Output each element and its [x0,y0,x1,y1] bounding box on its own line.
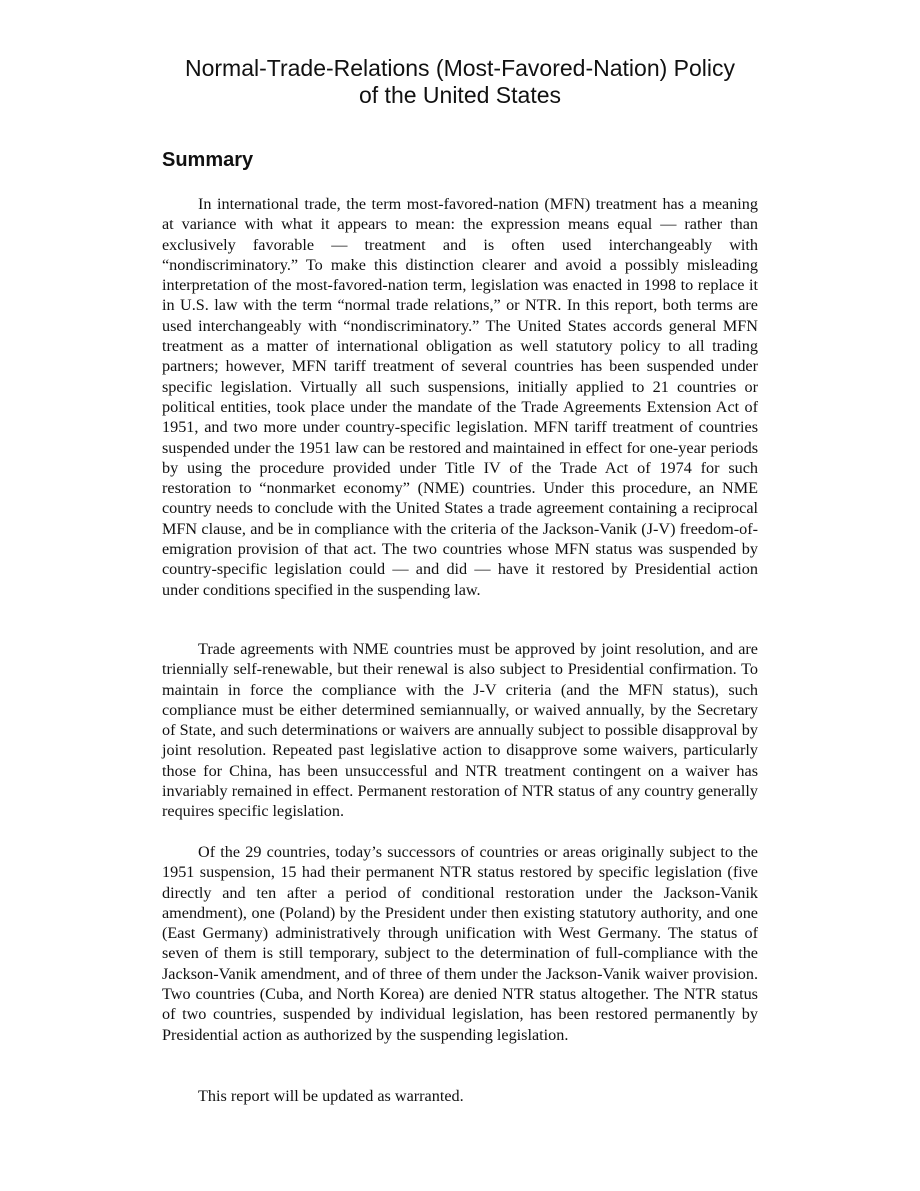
section-heading-summary: Summary [162,149,254,171]
summary-paragraph-2: Trade agreements with NME countries must be approved by joint resolution, and are triennially self-renewable, but their renewal is also subject to Presidential confirmation. To maintain in force the compliance with the J-V criteria (and the MFN status), such compliance must be either determined semiannually, or waived annually, by the Secretary of State, and such determinations or waivers are annually subject to possible disapproval by joint resolution. Repeated past legislative action to disapprove some waivers, particularly those for China, has been unsuccessful and NTR treatment contingent on a waiver has invariably remained in effect. Permanent restoration of NTR status of any country generally requires specific legislation. [162,640,758,821]
title-line-1: Normal-Trade-Relations (Most-Favored-Nation) Policy [184,55,736,81]
summary-paragraph-1: In international trade, the term most-favored-nation (MFN) treatment has a meaning at variance with what it appears to mean: the expression means equal — rather than exclusively favorable — treatment and is often used interchangeably with “nondiscriminatory.” To make this distinction clearer and avoid a possibly misleading interpretation of the most-favored-nation term, legislation was enacted in 1998 to replace it in U.S. law with the term “normal trade relations,” or NTR. In this report, both terms are used interchangeably with “nondiscriminatory.” The United States accords general MFN treatment as a matter of international obligation as well statutory policy to all trading partners; however, MFN tariff treatment of several countries has been suspended under specific legislation. Virtually all such suspensions, initially applied to 21 countries or political entities, took place under the mandate of the Trade Agreements Extension Act of 1951, and two more under country-specific legislation. MFN tariff treatment of countries suspended under the 1951 law can be restored and maintained in effect for one-year periods by using the procedure provided under Title IV of the Trade Act of 1974 for such restoration to “nonmarket economy” (NME) countries. Under this procedure, an NME country needs to conclude with the United States a trade agreement containing a reciprocal MFN clause, and be in compliance with the criteria of the Jackson-Vanik (J-V) freedom-of-emigration provision of that act. The two countries whose MFN status was suspended by country-specific legislation could — and did — have it restored by Presidential action under conditions specified in the suspending law. [162,195,758,599]
summary-paragraph-4: This report will be updated as warranted. [198,1087,464,1105]
summary-paragraph-3: Of the 29 countries, today’s successors of countries or areas originally subject to the 1951 suspension, 15 had their permanent NTR status restored by specific legislation (five directly and ten after a period of conditional restoration under the Jackson-Vanik amendment), one (Poland) by the President under then existing statutory authority, and one (East Germany) administratively through unification with West Germany. The status of seven of them is still temporary, subject to the determination of full-compliance with the Jackson-Vanik amendment, and of three of them under the Jackson-Vanik waiver provision. Two countries (Cuba, and North Korea) are denied NTR status altogether. The NTR status of two countries, suspended by individual legislation, has been restored permanently by Presidential action as authorized by the suspending legislation. [162,843,758,1044]
title-line-2: of the United States [358,82,561,108]
document-title [110,55,810,109]
